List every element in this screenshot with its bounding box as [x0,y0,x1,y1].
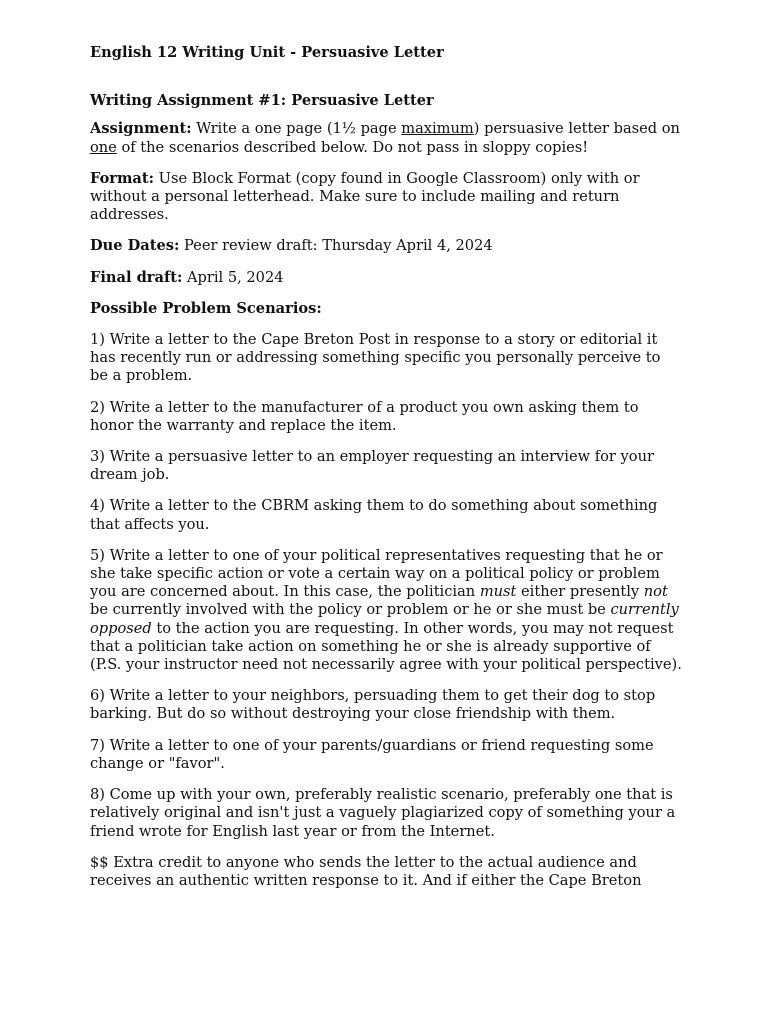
final-draft-text: April 5, 2024 [182,268,284,286]
scenario-7: 7) Write a letter to one of your parents/guardians or friend requesting some change or "favor". [90,736,654,772]
scenario-5-text-3: be currently involved with the policy or problem or he or she must be [90,601,611,619]
scenario-8: 8) Come up with your own, preferably realistic scenario, preferably one that is relatively original and isn't just a vaguely plagiarized copy of something your a friend wrote for English last year or from the Internet. [90,786,676,840]
due-dates-paragraph [90,237,682,255]
assignment-label: Assignment: [90,120,192,138]
final-draft-paragraph [90,269,682,287]
scenario-5-text-2: either presently [516,583,644,601]
format-text: Use Block Format (copy found in Google Classroom) only with or without a personal letterhead. Make sure to include mailing and return addresses. [90,169,640,224]
scenarios-heading: Possible Problem Scenarios: [90,299,322,317]
document-title: English 12 Writing Unit - Persuasive Letter [90,44,444,61]
assignment-text-2: ) persuasive letter based on [473,120,680,138]
scenario-1: 1) Write a letter to the Cape Breton Post in response to a story or editorial it has recently run or addressing something specific you personally perceive to be a problem. [90,331,661,385]
assignment-text-1: Write a one page (1½ page [191,120,402,138]
assignment-subtitle: Writing Assignment #1: Persuasive Letter [90,92,434,110]
extra-credit-paragraph: $$ Extra credit to anyone who sends the letter to the actual audience and receives an authentic written response to it. And if either the Cape Breton [90,853,642,889]
final-draft-label: Final draft: [90,268,183,286]
scenario-3: 3) Write a persuasive letter to an employer requesting an interview for your dream job. [90,448,654,484]
document-page [90,44,682,903]
scenario-5-not: not [643,583,668,601]
assignment-paragraph [90,120,682,156]
format-paragraph [90,170,682,225]
scenario-5 [90,547,682,674]
scenario-5-text-1: 5) Write a letter to one of your political representatives requesting that he or she take specific action or vote a certain way on a political policy or problem you are concerned about. In this case, the politician [90,546,663,601]
scenario-2: 2) Write a letter to the manufacturer of a product you own asking them to honor the warranty and replace the item. [90,398,639,434]
assignment-one: one [90,138,117,156]
scenario-5-text-4: to the action you are requesting. In other words, you may not request that a politician take action on something he or she is already supportive of (P.S. your instructor need not necessarily agree with your political perspective). [90,619,682,674]
due-dates-label: Due Dates: [90,237,180,255]
scenario-5-currently-opposed: currently opposed [90,601,679,637]
assignment-text-3: of the scenarios described below. Do not pass in sloppy copies! [116,138,589,156]
scenario-5-must: must [479,583,517,601]
due-dates-text: Peer review draft: Thursday April 4, 2024 [179,237,493,255]
scenario-4: 4) Write a letter to the CBRM asking them to do something about something that affects you. [90,497,658,533]
assignment-maximum: maximum [401,120,474,138]
scenario-6: 6) Write a letter to your neighbors, persuading them to get their dog to stop barking. But do so without destroying your close friendship with them. [90,687,656,723]
format-label: Format: [90,169,155,187]
